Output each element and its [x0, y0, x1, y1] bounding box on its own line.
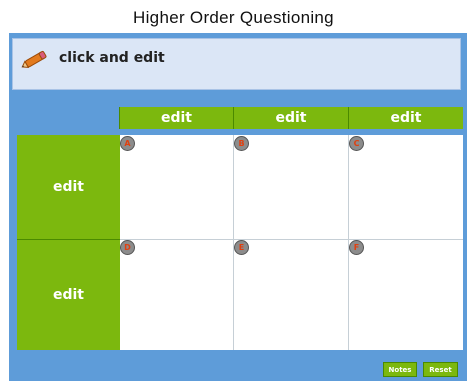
column-header-2[interactable]: edit [233, 107, 348, 129]
reset-button[interactable]: Reset [423, 362, 458, 377]
cell-label-c-icon: C [349, 136, 364, 151]
notes-button[interactable]: Notes [383, 362, 417, 377]
cell-a[interactable] [120, 135, 234, 240]
row-header-2[interactable]: edit [17, 239, 120, 350]
row-header-1[interactable]: edit [17, 135, 120, 239]
cell-f[interactable] [349, 240, 463, 350]
cell-d[interactable] [120, 240, 234, 350]
cell-label-e-icon: E [234, 240, 249, 255]
cell-label-a-icon: A [120, 136, 135, 151]
cell-label-d-icon: D [120, 240, 135, 255]
column-header-3[interactable]: edit [348, 107, 463, 129]
header-panel[interactable] [12, 38, 461, 90]
pencil-icon [19, 46, 51, 72]
header-edit-text[interactable]: click and edit [59, 50, 165, 66]
cell-label-b-icon: B [234, 136, 249, 151]
column-header-1[interactable]: edit [119, 107, 233, 129]
page-title: Higher Order Questioning [133, 8, 334, 27]
cell-c[interactable] [349, 135, 463, 240]
activity-frame [9, 33, 467, 381]
cell-label-f-icon: F [349, 240, 364, 255]
cell-b[interactable] [234, 135, 349, 240]
cell-e[interactable] [234, 240, 349, 350]
